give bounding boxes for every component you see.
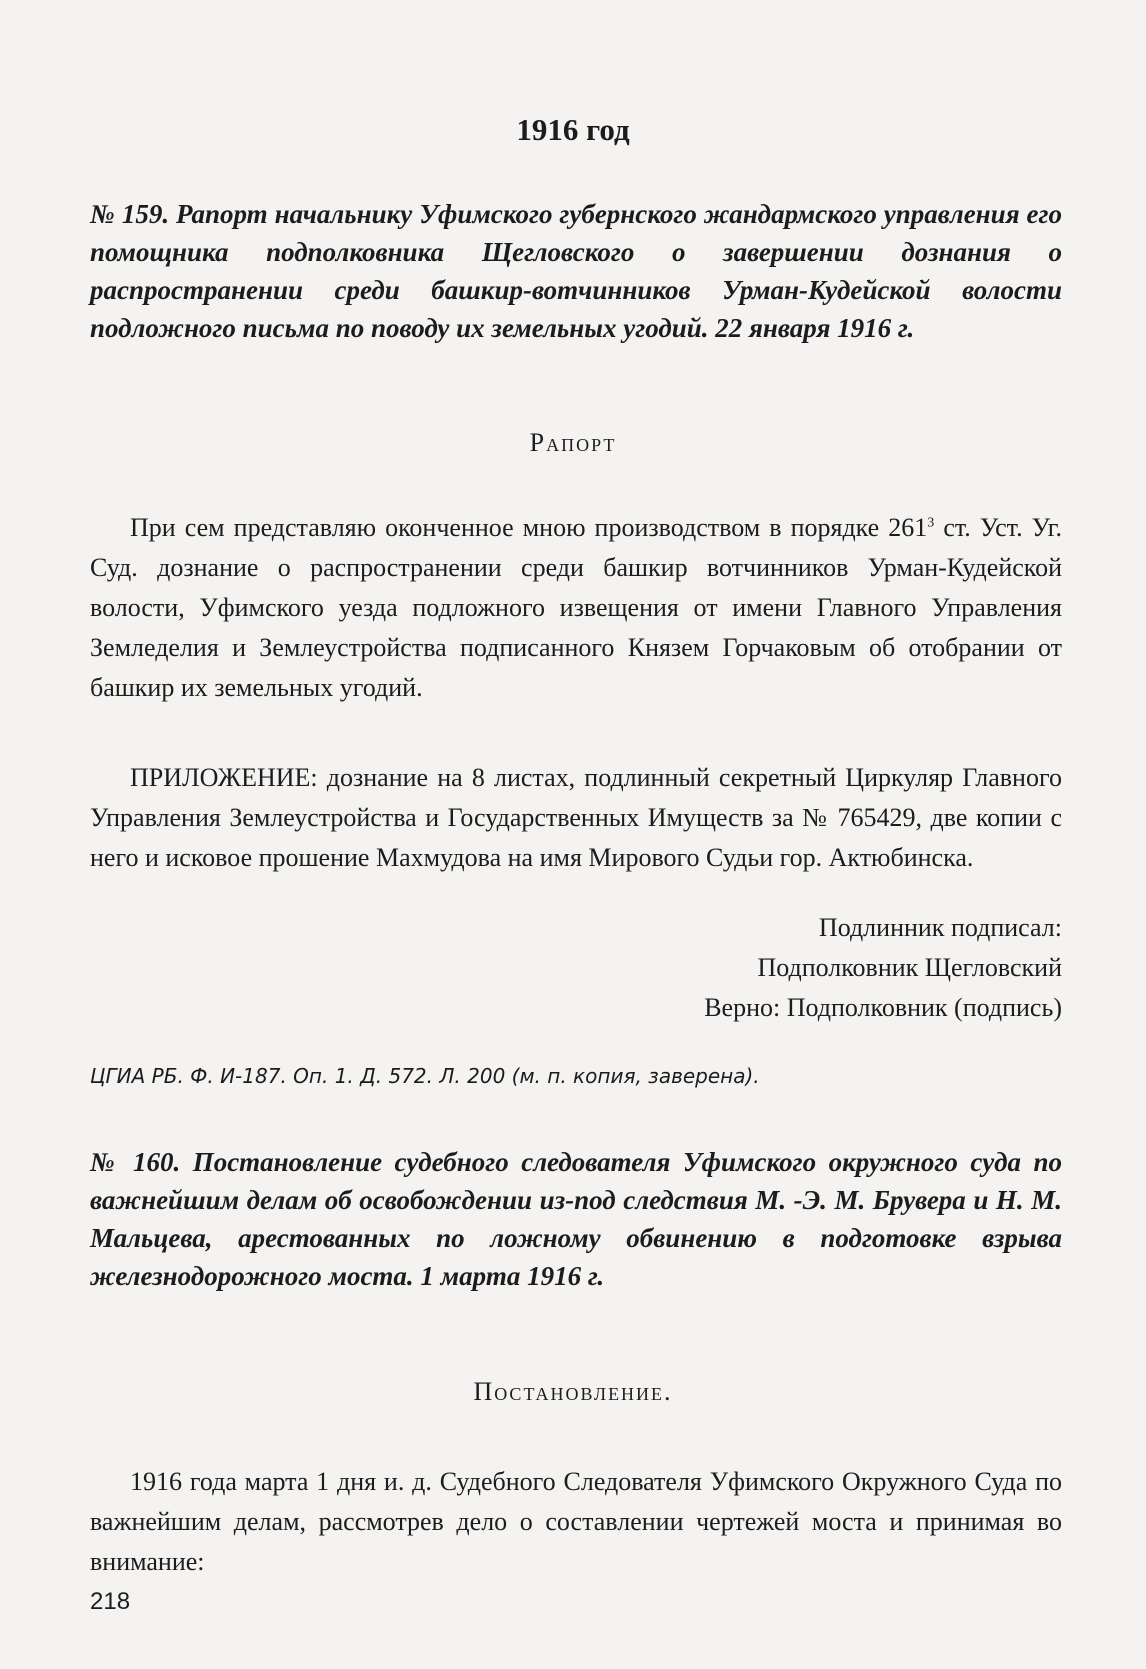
doc-159-paragraph-1-end: ст. Уст. Уг. Суд. дознание о распространении среди башкир вотчинников Урман-Кудейской волости, Уфимского уезда подложного извещения от имени Главного Управления Земледелия и Землеустройства подписанного Князем Горчаковым об отобрании от башкир их земельных угодий. xyxy=(90,513,1062,702)
doc-159-paragraph-1 xyxy=(90,508,1062,708)
doc-159-heading: № 159. Рапорт начальнику Уфимского губернского жандармского управления его помощника подполковника Щегловского о завершении дознания о распространении среди башкир-вотчинников Урман-Кудейской волости подложного письма по поводу их земельных угодий. 22 января 1916 г. xyxy=(90,199,1062,343)
doc-160-paragraph-1 xyxy=(90,1462,1062,1582)
article-superscript: 3 xyxy=(927,515,935,531)
year-header: 1916 год xyxy=(516,112,630,147)
doc-159-paragraph-2 xyxy=(90,758,1062,878)
doc-160-paragraph-text: 1916 года марта 1 дня и. д. Судебного Следователя Уфимского Окружного Суда по важнейшим делам, рассмотрев дело о составлении чертежей моста и принимая во внимание: xyxy=(90,1467,1062,1576)
signature-line-1: Подлинник подписал: xyxy=(818,913,1062,942)
signature-line-2: Подполковник Щегловский xyxy=(757,953,1062,982)
page-number: 218 xyxy=(90,1588,131,1615)
signature-line-3: Верно: Подполковник (подпись) xyxy=(704,993,1062,1022)
doc-160-title: Постановление. xyxy=(473,1377,673,1406)
doc-159-appendix-text: ПРИЛОЖЕНИЕ: дознание на 8 листах, подлинный секретный Циркуляр Главного Управления Землеустройства и Государственных Имуществ за № 765429, две копии с него и исковое прошение Махмудова на имя Мирового Судьи гор. Актюбинска. xyxy=(90,763,1062,872)
doc-160-heading: № 160. Постановление судебного следователя Уфимского окружного суда по важнейшим делам об освобождении из-под следствия М. -Э. М. Брувера и Н. М. Мальцева, арестованных по ложному обвинению в подготовке взрыва железнодорожного моста. 1 марта 1916 г. xyxy=(90,1147,1062,1291)
doc-159-title: Рапорт xyxy=(529,428,617,457)
doc-159-paragraph-1-start: При сем представляю оконченное мною производством в порядке 261 xyxy=(130,513,928,542)
archive-source: ЦГИА РБ. Ф. И-187. Оп. 1. Д. 572. Л. 200 (м. п. копия, заверена). xyxy=(90,1064,760,1088)
